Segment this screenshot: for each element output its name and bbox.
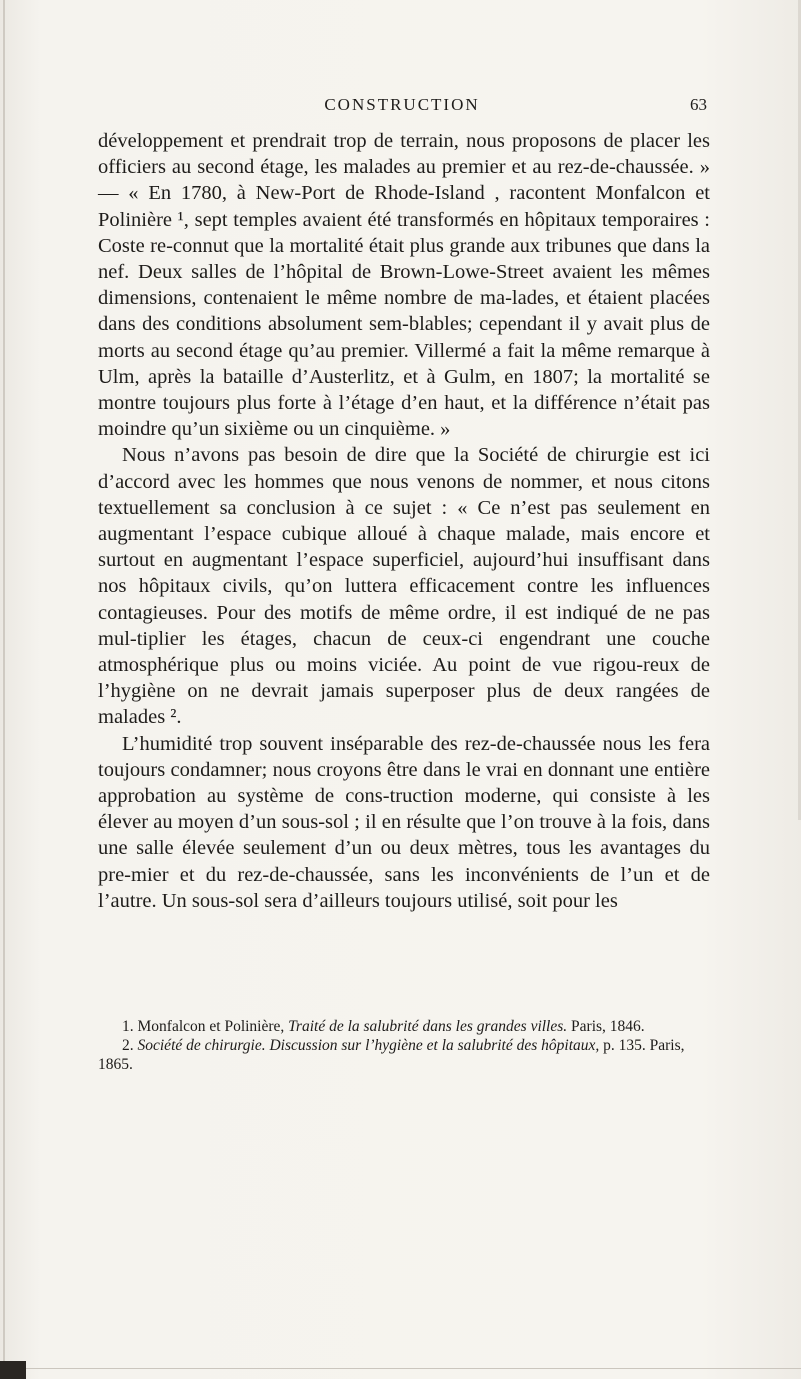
paragraph: Nous n’avons pas besoin de dire que la Société de chirurgie est ici d’accord avec les hommes que nous venons de nommer, et nous citons textuellement sa conclusion à ce sujet : « Ce n’est pas seulement en augmentant l’espace cubique alloué à chaque malade, mais encore et surtout en augmentant l’espace superficiel, aujourd’hui insuffisant dans nos hôpitaux civils, qu’on luttera efficacement contre les influences contagieuses. Pour des motifs de même ordre, il est indiqué de ne pas mul-tiplier les étages, chacun de ceux-ci engendrant une couche atmosphérique plus ou moins viciée. Au point de vue rigou-reux de l’hygiène on ne devrait jamais superposer plus de deux rangées de malades ².	[98, 444, 710, 729]
footnote-title: Traité de la salubrité dans les grandes villes.	[288, 1018, 568, 1035]
footnote-imprint: Paris, 1846.	[571, 1018, 645, 1035]
footnote-number: 2.	[122, 1037, 134, 1054]
footnote-number: 1.	[122, 1018, 134, 1035]
page-number: 63	[690, 95, 707, 114]
body-text	[98, 128, 710, 914]
footnote-imprint: p. 135. Paris, 1865.	[98, 1037, 685, 1073]
footnote	[98, 1017, 710, 1036]
footnotes	[98, 1017, 710, 1074]
scan-corner-mark	[0, 1361, 26, 1379]
footnote-title: Société de chirurgie. Discussion sur l’hygiène et la salubrité des hôpitaux,	[137, 1037, 600, 1054]
paragraph: développement et prendrait trop de terrain, nous proposons de placer les officiers au second étage, les malades au premier et au rez-de-chaussée. » — « En 1780, à New-Port de Rhode-Island , racontent Monfalcon et Polinière ¹, sept temples avaient été transformés en hôpitaux temporaires : Coste re-connut que la mortalité était plus grande aux tribunes que dans la nef. Deux salles de l’hôpital de Brown-Lowe-Street avaient les mêmes dimensions, contenaient le même nombre de ma-lades, et étaient placées dans des conditions absolument sem-blables; cependant il y avait plus de morts au second étage qu’au premier. Villermé a fait la même remarque à Ulm, après la bataille d’Austerlitz, et à Gulm, en 1807; la mortalité se montre toujours plus forte à l’étage d’en haut, et la différence n’était pas moindre qu’un sixième ou un cinquième. »	[98, 130, 710, 441]
page-header	[97, 93, 707, 117]
gutter-line	[3, 0, 5, 1379]
scan-edge-line	[26, 1368, 801, 1369]
footnote-author: Monfalcon et Polinière,	[137, 1018, 285, 1035]
running-head: CONSTRUCTION	[324, 95, 480, 114]
footnote	[98, 1036, 710, 1074]
paragraph: L’humidité trop souvent inséparable des rez-de-chaussée nous les fera toujours condamner; nous croyons être dans le vrai en donnant une entière approbation au système de cons-truction moderne, qui consiste à les élever au moyen d’un sous-sol ; il en résulte que l’on trouve à la fois, dans une salle élevée seulement d’un ou deux mètres, tous les avantages du pre-mier et du rez-de-chaussée, sans les inconvénients de l’un et de l’autre. Un sous-sol sera d’ailleurs toujours utilisé, soit pour les	[98, 732, 710, 912]
